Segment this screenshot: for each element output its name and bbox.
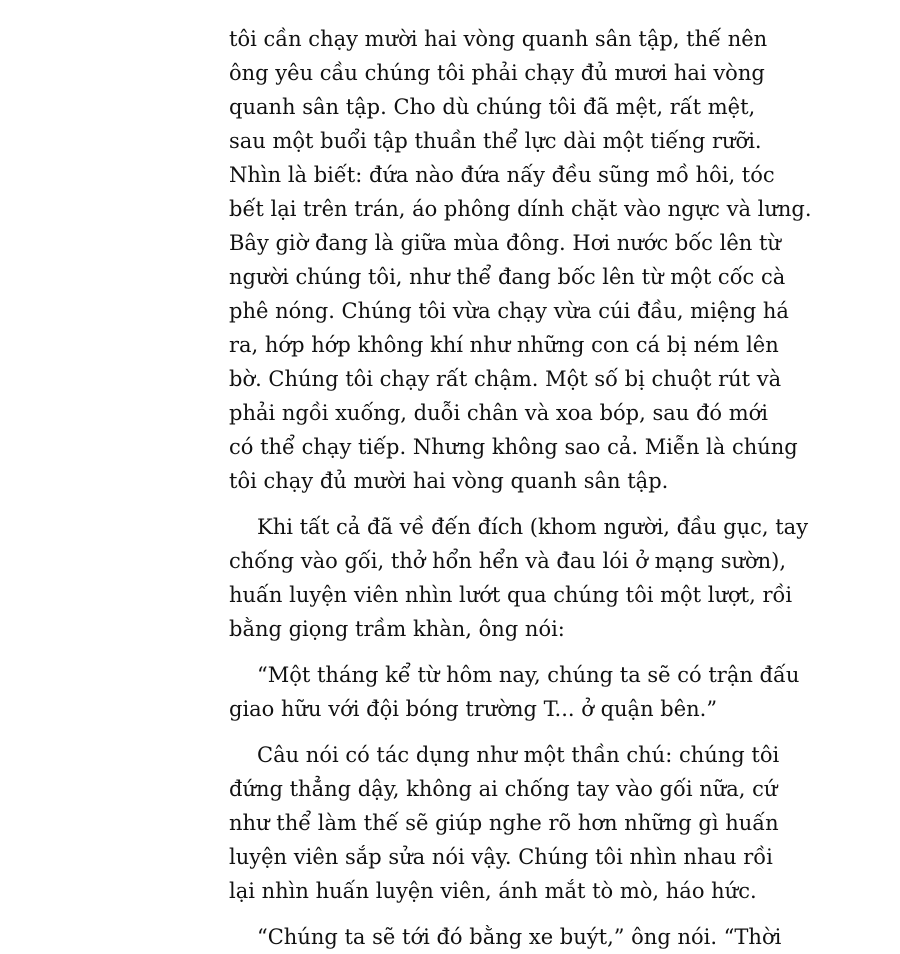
- text-line: bằng giọng trầm khàn, ông nói:: [229, 617, 565, 641]
- text-line: bết lại trên trán, áo phông dính chặt vào ngực và lưng.: [229, 197, 812, 221]
- text-line: bờ. Chúng tôi chạy rất chậm. Một số bị chuột rút và: [229, 367, 782, 391]
- paragraph-2: [229, 510, 809, 646]
- text-line: “Chúng ta sẽ tới đó bằng xe buýt,” ông nói. “Thời: [257, 925, 782, 949]
- text-line: Khi tất cả đã về đến đích (khom người, đầu gục, tay: [257, 515, 809, 539]
- text-line: Bây giờ đang là giữa mùa đông. Hơi nước bốc lên từ: [229, 231, 781, 255]
- text-line: tôi cần chạy mười hai vòng quanh sân tập, thế nên: [229, 27, 768, 51]
- paragraph-3-quote: [229, 658, 800, 726]
- text-line: Nhìn là biết: đứa nào đứa nấy đều sũng mồ hôi, tóc: [229, 163, 775, 187]
- text-line: đứng thẳng dậy, không ai chống tay vào gối nữa, cứ: [229, 777, 778, 801]
- text-line: luyện viên sắp sửa nói vậy. Chúng tôi nhìn nhau rồi: [229, 845, 773, 869]
- text-line: phê nóng. Chúng tôi vừa chạy vừa cúi đầu, miệng há: [229, 299, 789, 323]
- text-line: có thể chạy tiếp. Nhưng không sao cả. Miễn là chúng: [229, 435, 798, 459]
- text-line: lại nhìn huấn luyện viên, ánh mắt tò mò, háo hức.: [229, 879, 757, 903]
- text-line: tôi chạy đủ mười hai vòng quanh sân tập.: [229, 469, 669, 493]
- text-line: phải ngồi xuống, duỗi chân và xoa bóp, sau đó mới: [229, 401, 768, 425]
- text-line: ra, hớp hớp không khí như những con cá bị ném lên: [229, 333, 779, 357]
- text-line: như thể làm thế sẽ giúp nghe rõ hơn những gì huấn: [229, 811, 779, 835]
- text-line: ông yêu cầu chúng tôi phải chạy đủ mươi hai vòng: [229, 61, 765, 85]
- text-line: chống vào gối, thở hổn hển và đau lói ở mạng sườn),: [229, 549, 787, 573]
- text-line: sau một buổi tập thuần thể lực dài một tiếng rưỡi.: [229, 129, 762, 153]
- paragraph-1: [229, 22, 812, 498]
- text-line: giao hữu với đội bóng trường T... ở quận bên.”: [229, 697, 718, 721]
- text-line: “Một tháng kể từ hôm nay, chúng ta sẽ có trận đấu: [257, 663, 800, 687]
- paragraph-5: [229, 920, 782, 954]
- text-line: người chúng tôi, như thể đang bốc lên từ một cốc cà: [229, 265, 786, 289]
- text-line: huấn luyện viên nhìn lướt qua chúng tôi một lượt, rồi: [229, 583, 793, 607]
- text-line: quanh sân tập. Cho dù chúng tôi đã mệt, rất mệt,: [229, 95, 756, 119]
- body-text: [229, 22, 812, 954]
- text-line: Câu nói có tác dụng như một thần chú: chúng tôi: [257, 743, 780, 767]
- paragraph-4: [229, 738, 780, 908]
